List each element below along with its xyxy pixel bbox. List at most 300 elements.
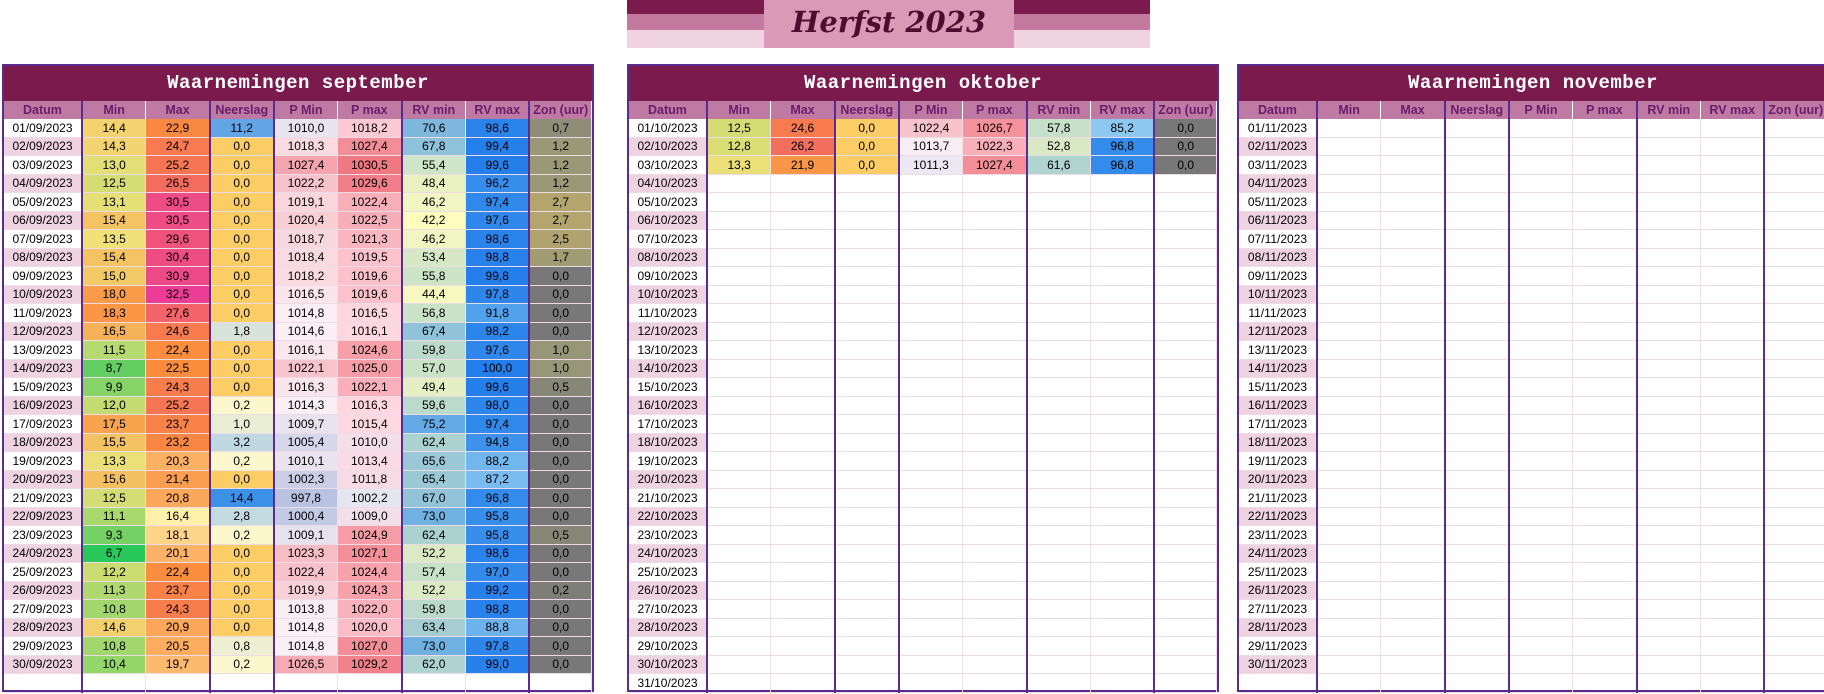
neerslag-cell[interactable]: 0,0 xyxy=(210,581,274,600)
max-cell[interactable]: 26,2 xyxy=(771,137,835,156)
p-min-cell[interactable]: 1014,6 xyxy=(274,322,338,341)
p-max-cell[interactable]: 1018,2 xyxy=(338,119,402,137)
p-min-cell[interactable] xyxy=(899,304,963,323)
rv-max-cell[interactable]: 85,2 xyxy=(1090,119,1154,137)
datum-cell[interactable]: 24/10/2023 xyxy=(629,544,707,563)
rv-min-cell[interactable]: 48,4 xyxy=(402,174,466,193)
rv-max-cell[interactable]: 97,4 xyxy=(465,193,529,212)
rv-max-cell[interactable] xyxy=(1090,600,1154,619)
datum-cell[interactable]: 13/11/2023 xyxy=(1239,341,1317,360)
min-cell[interactable] xyxy=(707,655,771,674)
p-max-cell[interactable] xyxy=(1573,581,1637,600)
min-cell[interactable] xyxy=(707,452,771,471)
rv-min-cell[interactable] xyxy=(1637,655,1701,674)
neerslag-cell[interactable]: 0,0 xyxy=(210,230,274,249)
datum-cell[interactable]: 03/09/2023 xyxy=(4,156,82,175)
p-max-cell[interactable] xyxy=(1573,248,1637,267)
p-min-cell[interactable]: 1018,2 xyxy=(274,267,338,286)
p-min-cell[interactable] xyxy=(1509,119,1573,137)
p-max-cell[interactable]: 1009,0 xyxy=(338,507,402,526)
neerslag-cell[interactable] xyxy=(835,526,899,545)
min-cell[interactable] xyxy=(1317,433,1381,452)
datum-cell[interactable]: 24/11/2023 xyxy=(1239,544,1317,563)
rv-min-cell[interactable] xyxy=(1637,637,1701,656)
max-cell[interactable] xyxy=(771,618,835,637)
min-cell[interactable]: 12,5 xyxy=(82,489,146,508)
rv-min-cell[interactable] xyxy=(1637,119,1701,137)
rv-max-cell[interactable] xyxy=(1701,544,1765,563)
zon-cell[interactable] xyxy=(1154,174,1216,193)
rv-max-cell[interactable] xyxy=(1701,581,1765,600)
rv-max-cell[interactable] xyxy=(1090,211,1154,230)
min-cell[interactable] xyxy=(707,396,771,415)
rv-max-cell[interactable]: 98,8 xyxy=(465,600,529,619)
neerslag-cell[interactable] xyxy=(1445,378,1509,397)
max-cell[interactable]: 22,4 xyxy=(146,563,210,582)
zon-cell[interactable] xyxy=(1764,378,1824,397)
rv-max-cell[interactable] xyxy=(1090,248,1154,267)
p-max-cell[interactable]: 1016,3 xyxy=(338,396,402,415)
zon-cell[interactable] xyxy=(1764,544,1824,563)
datum-cell[interactable]: 08/10/2023 xyxy=(629,248,707,267)
max-cell[interactable] xyxy=(1381,396,1445,415)
p-max-cell[interactable]: 1019,6 xyxy=(338,267,402,286)
p-min-cell[interactable] xyxy=(899,618,963,637)
max-cell[interactable] xyxy=(1381,304,1445,323)
rv-max-cell[interactable] xyxy=(1090,470,1154,489)
min-cell[interactable] xyxy=(1317,248,1381,267)
neerslag-cell[interactable]: 0,0 xyxy=(210,285,274,304)
zon-cell[interactable]: 0,0 xyxy=(529,637,591,656)
p-min-cell[interactable] xyxy=(1509,618,1573,637)
zon-cell[interactable] xyxy=(1154,526,1216,545)
zon-cell[interactable]: 1,2 xyxy=(529,174,591,193)
rv-max-cell[interactable]: 99,6 xyxy=(465,156,529,175)
max-cell[interactable] xyxy=(1381,470,1445,489)
datum-cell[interactable]: 11/09/2023 xyxy=(4,304,82,323)
max-cell[interactable]: 22,5 xyxy=(146,359,210,378)
neerslag-cell[interactable] xyxy=(1445,285,1509,304)
rv-min-cell[interactable]: 57,8 xyxy=(1027,119,1091,137)
min-cell[interactable] xyxy=(1317,378,1381,397)
p-min-cell[interactable] xyxy=(899,600,963,619)
datum-cell[interactable]: 04/10/2023 xyxy=(629,174,707,193)
zon-cell[interactable] xyxy=(1764,415,1824,434)
p-min-cell[interactable]: 1016,5 xyxy=(274,285,338,304)
rv-max-cell[interactable] xyxy=(1090,544,1154,563)
rv-max-cell[interactable] xyxy=(1090,655,1154,674)
rv-min-cell[interactable] xyxy=(1027,193,1091,212)
p-max-cell[interactable] xyxy=(963,230,1027,249)
zon-cell[interactable] xyxy=(1154,230,1216,249)
p-max-cell[interactable]: 1022,0 xyxy=(338,600,402,619)
p-max-cell[interactable] xyxy=(963,248,1027,267)
rv-max-cell[interactable]: 97,6 xyxy=(465,341,529,360)
zon-cell[interactable]: 2,5 xyxy=(529,230,591,249)
p-max-cell[interactable] xyxy=(1573,563,1637,582)
zon-cell[interactable]: 0,0 xyxy=(529,507,591,526)
p-max-cell[interactable]: 1015,4 xyxy=(338,415,402,434)
rv-min-cell[interactable]: 57,4 xyxy=(402,563,466,582)
neerslag-cell[interactable] xyxy=(1445,174,1509,193)
datum-cell[interactable]: 12/11/2023 xyxy=(1239,322,1317,341)
rv-max-cell[interactable] xyxy=(1090,378,1154,397)
rv-max-cell[interactable] xyxy=(1701,341,1765,360)
max-cell[interactable]: 24,6 xyxy=(771,119,835,137)
datum-cell[interactable]: 02/11/2023 xyxy=(1239,137,1317,156)
neerslag-cell[interactable] xyxy=(835,359,899,378)
max-cell[interactable] xyxy=(1381,452,1445,471)
rv-min-cell[interactable] xyxy=(1027,470,1091,489)
rv-min-cell[interactable]: 55,4 xyxy=(402,156,466,175)
neerslag-cell[interactable] xyxy=(835,304,899,323)
p-min-cell[interactable] xyxy=(1509,674,1573,693)
rv-min-cell[interactable] xyxy=(1637,267,1701,286)
datum-cell[interactable]: 26/10/2023 xyxy=(629,581,707,600)
neerslag-cell[interactable]: 0,0 xyxy=(210,193,274,212)
rv-max-cell[interactable] xyxy=(1701,563,1765,582)
neerslag-cell[interactable] xyxy=(835,581,899,600)
min-cell[interactable]: 15,4 xyxy=(82,211,146,230)
p-min-cell[interactable]: 1020,4 xyxy=(274,211,338,230)
p-max-cell[interactable] xyxy=(963,470,1027,489)
p-min-cell[interactable]: 1005,4 xyxy=(274,433,338,452)
rv-max-cell[interactable]: 95,8 xyxy=(465,507,529,526)
max-cell[interactable] xyxy=(771,322,835,341)
rv-min-cell[interactable] xyxy=(1637,285,1701,304)
neerslag-cell[interactable] xyxy=(835,489,899,508)
neerslag-cell[interactable] xyxy=(835,267,899,286)
min-cell[interactable] xyxy=(707,193,771,212)
p-max-cell[interactable] xyxy=(1573,174,1637,193)
rv-max-cell[interactable] xyxy=(1701,267,1765,286)
neerslag-cell[interactable] xyxy=(1445,341,1509,360)
neerslag-cell[interactable] xyxy=(1445,655,1509,674)
zon-cell[interactable] xyxy=(1764,137,1824,156)
max-cell[interactable] xyxy=(771,674,835,693)
min-cell[interactable]: 15,0 xyxy=(82,267,146,286)
rv-min-cell[interactable] xyxy=(1637,230,1701,249)
rv-min-cell[interactable] xyxy=(1027,396,1091,415)
p-max-cell[interactable]: 1024,4 xyxy=(338,563,402,582)
p-min-cell[interactable] xyxy=(899,563,963,582)
p-min-cell[interactable]: 1019,1 xyxy=(274,193,338,212)
rv-max-cell[interactable] xyxy=(1090,489,1154,508)
p-min-cell[interactable] xyxy=(899,267,963,286)
datum-cell[interactable]: 18/10/2023 xyxy=(629,433,707,452)
rv-min-cell[interactable]: 62,0 xyxy=(402,655,466,674)
p-min-cell[interactable]: 1023,3 xyxy=(274,544,338,563)
p-max-cell[interactable]: 1022,1 xyxy=(338,378,402,397)
rv-max-cell[interactable] xyxy=(1701,415,1765,434)
p-min-cell[interactable]: 1014,8 xyxy=(274,304,338,323)
p-min-cell[interactable]: 1010,0 xyxy=(274,119,338,137)
min-cell[interactable] xyxy=(707,507,771,526)
rv-max-cell[interactable]: 98,6 xyxy=(465,230,529,249)
rv-min-cell[interactable] xyxy=(1637,415,1701,434)
p-max-cell[interactable] xyxy=(963,674,1027,693)
zon-cell[interactable]: 0,0 xyxy=(529,563,591,582)
min-cell[interactable] xyxy=(1317,230,1381,249)
neerslag-cell[interactable] xyxy=(1445,563,1509,582)
datum-cell[interactable]: 23/11/2023 xyxy=(1239,526,1317,545)
neerslag-cell[interactable] xyxy=(835,655,899,674)
min-cell[interactable] xyxy=(707,489,771,508)
min-cell[interactable] xyxy=(1317,267,1381,286)
p-min-cell[interactable] xyxy=(899,211,963,230)
datum-cell[interactable]: 23/10/2023 xyxy=(629,526,707,545)
p-min-cell[interactable]: 1016,1 xyxy=(274,341,338,360)
datum-cell[interactable]: 30/09/2023 xyxy=(4,655,82,674)
datum-cell[interactable]: 22/10/2023 xyxy=(629,507,707,526)
max-cell[interactable] xyxy=(1381,322,1445,341)
datum-cell[interactable]: 04/11/2023 xyxy=(1239,174,1317,193)
p-max-cell[interactable] xyxy=(1573,285,1637,304)
p-min-cell[interactable] xyxy=(1509,600,1573,619)
p-min-cell[interactable]: 997,8 xyxy=(274,489,338,508)
min-cell[interactable]: 9,9 xyxy=(82,378,146,397)
p-max-cell[interactable]: 1019,5 xyxy=(338,248,402,267)
datum-cell[interactable]: 24/09/2023 xyxy=(4,544,82,563)
neerslag-cell[interactable]: 0,0 xyxy=(210,137,274,156)
rv-max-cell[interactable] xyxy=(1701,526,1765,545)
max-cell[interactable]: 29,6 xyxy=(146,230,210,249)
zon-cell[interactable] xyxy=(529,674,591,693)
zon-cell[interactable] xyxy=(1154,507,1216,526)
p-max-cell[interactable]: 1027,0 xyxy=(338,637,402,656)
p-min-cell[interactable] xyxy=(899,526,963,545)
rv-max-cell[interactable]: 98,8 xyxy=(465,248,529,267)
datum-cell[interactable]: 11/11/2023 xyxy=(1239,304,1317,323)
datum-cell[interactable] xyxy=(4,674,82,693)
min-cell[interactable] xyxy=(82,674,146,693)
neerslag-cell[interactable] xyxy=(1445,267,1509,286)
rv-min-cell[interactable] xyxy=(1637,378,1701,397)
zon-cell[interactable] xyxy=(1154,378,1216,397)
datum-cell[interactable]: 31/10/2023 xyxy=(629,674,707,693)
rv-min-cell[interactable] xyxy=(1027,655,1091,674)
datum-cell[interactable]: 01/10/2023 xyxy=(629,119,707,137)
rv-min-cell[interactable]: 42,2 xyxy=(402,211,466,230)
zon-cell[interactable] xyxy=(1154,637,1216,656)
zon-cell[interactable]: 0,0 xyxy=(529,415,591,434)
rv-max-cell[interactable] xyxy=(1701,248,1765,267)
p-min-cell[interactable] xyxy=(1509,378,1573,397)
rv-max-cell[interactable]: 100,0 xyxy=(465,359,529,378)
max-cell[interactable] xyxy=(1381,267,1445,286)
p-max-cell[interactable] xyxy=(1573,304,1637,323)
rv-max-cell[interactable] xyxy=(1701,452,1765,471)
min-cell[interactable] xyxy=(707,378,771,397)
p-min-cell[interactable] xyxy=(899,248,963,267)
p-max-cell[interactable] xyxy=(1573,618,1637,637)
rv-max-cell[interactable] xyxy=(1701,359,1765,378)
datum-cell[interactable]: 30/11/2023 xyxy=(1239,655,1317,674)
rv-min-cell[interactable]: 70,6 xyxy=(402,119,466,137)
p-min-cell[interactable] xyxy=(1509,156,1573,175)
p-max-cell[interactable] xyxy=(963,526,1027,545)
rv-min-cell[interactable] xyxy=(1637,248,1701,267)
datum-cell[interactable]: 22/11/2023 xyxy=(1239,507,1317,526)
rv-min-cell[interactable] xyxy=(1637,341,1701,360)
min-cell[interactable]: 11,3 xyxy=(82,581,146,600)
p-max-cell[interactable] xyxy=(1573,507,1637,526)
zon-cell[interactable] xyxy=(1154,304,1216,323)
neerslag-cell[interactable] xyxy=(835,211,899,230)
neerslag-cell[interactable] xyxy=(1445,544,1509,563)
min-cell[interactable]: 15,6 xyxy=(82,470,146,489)
datum-cell[interactable]: 07/10/2023 xyxy=(629,230,707,249)
datum-cell[interactable]: 20/11/2023 xyxy=(1239,470,1317,489)
max-cell[interactable] xyxy=(1381,674,1445,693)
min-cell[interactable] xyxy=(707,359,771,378)
datum-cell[interactable]: 07/09/2023 xyxy=(4,230,82,249)
max-cell[interactable] xyxy=(1381,618,1445,637)
neerslag-cell[interactable] xyxy=(1445,359,1509,378)
datum-cell[interactable]: 23/09/2023 xyxy=(4,526,82,545)
p-min-cell[interactable] xyxy=(899,359,963,378)
rv-min-cell[interactable] xyxy=(1637,581,1701,600)
min-cell[interactable]: 13,5 xyxy=(82,230,146,249)
zon-cell[interactable] xyxy=(1154,193,1216,212)
p-max-cell[interactable] xyxy=(963,600,1027,619)
rv-min-cell[interactable] xyxy=(1027,322,1091,341)
p-min-cell[interactable]: 1011,3 xyxy=(899,156,963,175)
max-cell[interactable] xyxy=(1381,211,1445,230)
datum-cell[interactable]: 28/10/2023 xyxy=(629,618,707,637)
datum-cell[interactable]: 17/10/2023 xyxy=(629,415,707,434)
rv-min-cell[interactable] xyxy=(1637,544,1701,563)
rv-max-cell[interactable] xyxy=(1090,174,1154,193)
rv-min-cell[interactable] xyxy=(1027,489,1091,508)
max-cell[interactable] xyxy=(1381,433,1445,452)
p-min-cell[interactable] xyxy=(1509,174,1573,193)
max-cell[interactable]: 24,6 xyxy=(146,322,210,341)
p-min-cell[interactable]: 1013,7 xyxy=(899,137,963,156)
min-cell[interactable] xyxy=(707,470,771,489)
min-cell[interactable] xyxy=(1317,174,1381,193)
min-cell[interactable]: 18,3 xyxy=(82,304,146,323)
min-cell[interactable] xyxy=(1317,600,1381,619)
rv-max-cell[interactable]: 99,2 xyxy=(465,581,529,600)
neerslag-cell[interactable] xyxy=(835,285,899,304)
rv-min-cell[interactable]: 59,8 xyxy=(402,341,466,360)
rv-min-cell[interactable] xyxy=(1027,563,1091,582)
rv-max-cell[interactable]: 87,2 xyxy=(465,470,529,489)
rv-min-cell[interactable]: 57,0 xyxy=(402,359,466,378)
min-cell[interactable] xyxy=(1317,285,1381,304)
neerslag-cell[interactable] xyxy=(1445,600,1509,619)
max-cell[interactable]: 25,2 xyxy=(146,396,210,415)
rv-min-cell[interactable] xyxy=(1637,489,1701,508)
zon-cell[interactable] xyxy=(1154,415,1216,434)
p-min-cell[interactable]: 1000,4 xyxy=(274,507,338,526)
rv-max-cell[interactable] xyxy=(1701,304,1765,323)
min-cell[interactable] xyxy=(707,322,771,341)
zon-cell[interactable] xyxy=(1764,230,1824,249)
min-cell[interactable] xyxy=(1317,526,1381,545)
min-cell[interactable] xyxy=(1317,563,1381,582)
datum-cell[interactable]: 12/10/2023 xyxy=(629,322,707,341)
rv-min-cell[interactable]: 75,2 xyxy=(402,415,466,434)
datum-cell[interactable]: 02/09/2023 xyxy=(4,137,82,156)
p-min-cell[interactable]: 1002,3 xyxy=(274,470,338,489)
p-max-cell[interactable] xyxy=(1573,156,1637,175)
neerslag-cell[interactable] xyxy=(1445,452,1509,471)
rv-min-cell[interactable] xyxy=(1027,637,1091,656)
max-cell[interactable]: 27,6 xyxy=(146,304,210,323)
p-max-cell[interactable] xyxy=(1573,137,1637,156)
neerslag-cell[interactable]: 0,0 xyxy=(210,341,274,360)
rv-max-cell[interactable]: 96,2 xyxy=(465,174,529,193)
p-max-cell[interactable]: 1025,0 xyxy=(338,359,402,378)
rv-min-cell[interactable] xyxy=(1637,174,1701,193)
zon-cell[interactable]: 0,0 xyxy=(529,452,591,471)
zon-cell[interactable] xyxy=(1764,304,1824,323)
datum-cell[interactable]: 07/11/2023 xyxy=(1239,230,1317,249)
min-cell[interactable]: 14,3 xyxy=(82,137,146,156)
datum-cell[interactable]: 27/09/2023 xyxy=(4,600,82,619)
max-cell[interactable]: 19,7 xyxy=(146,655,210,674)
rv-max-cell[interactable] xyxy=(1090,267,1154,286)
min-cell[interactable]: 17,5 xyxy=(82,415,146,434)
min-cell[interactable]: 13,0 xyxy=(82,156,146,175)
rv-min-cell[interactable]: 67,4 xyxy=(402,322,466,341)
min-cell[interactable] xyxy=(1317,359,1381,378)
p-max-cell[interactable] xyxy=(963,174,1027,193)
zon-cell[interactable] xyxy=(1764,248,1824,267)
min-cell[interactable] xyxy=(707,637,771,656)
rv-max-cell[interactable]: 98,6 xyxy=(465,119,529,137)
rv-max-cell[interactable] xyxy=(1090,674,1154,693)
max-cell[interactable] xyxy=(771,396,835,415)
max-cell[interactable]: 23,7 xyxy=(146,581,210,600)
datum-cell[interactable]: 08/09/2023 xyxy=(4,248,82,267)
p-min-cell[interactable]: 1018,4 xyxy=(274,248,338,267)
max-cell[interactable] xyxy=(771,267,835,286)
zon-cell[interactable]: 0,0 xyxy=(1154,119,1216,137)
zon-cell[interactable] xyxy=(1154,341,1216,360)
zon-cell[interactable] xyxy=(1154,267,1216,286)
rv-max-cell[interactable] xyxy=(1090,526,1154,545)
rv-min-cell[interactable] xyxy=(1027,415,1091,434)
zon-cell[interactable]: 1,7 xyxy=(529,248,591,267)
rv-min-cell[interactable] xyxy=(1027,341,1091,360)
rv-max-cell[interactable] xyxy=(1701,230,1765,249)
rv-max-cell[interactable]: 98,2 xyxy=(465,322,529,341)
rv-max-cell[interactable] xyxy=(1090,285,1154,304)
rv-max-cell[interactable]: 98,0 xyxy=(465,396,529,415)
rv-max-cell[interactable] xyxy=(1701,600,1765,619)
min-cell[interactable] xyxy=(707,563,771,582)
max-cell[interactable] xyxy=(1381,341,1445,360)
rv-max-cell[interactable] xyxy=(1701,174,1765,193)
p-max-cell[interactable] xyxy=(963,563,1027,582)
rv-max-cell[interactable] xyxy=(1701,507,1765,526)
p-min-cell[interactable]: 1022,1 xyxy=(274,359,338,378)
max-cell[interactable]: 23,7 xyxy=(146,415,210,434)
rv-min-cell[interactable]: 73,0 xyxy=(402,637,466,656)
p-min-cell[interactable] xyxy=(1509,137,1573,156)
rv-max-cell[interactable] xyxy=(1701,470,1765,489)
rv-max-cell[interactable]: 97,4 xyxy=(465,415,529,434)
p-min-cell[interactable] xyxy=(899,674,963,693)
rv-min-cell[interactable]: 53,4 xyxy=(402,248,466,267)
p-min-cell[interactable] xyxy=(1509,359,1573,378)
datum-cell[interactable]: 09/11/2023 xyxy=(1239,267,1317,286)
p-max-cell[interactable] xyxy=(338,674,402,693)
min-cell[interactable] xyxy=(707,618,771,637)
